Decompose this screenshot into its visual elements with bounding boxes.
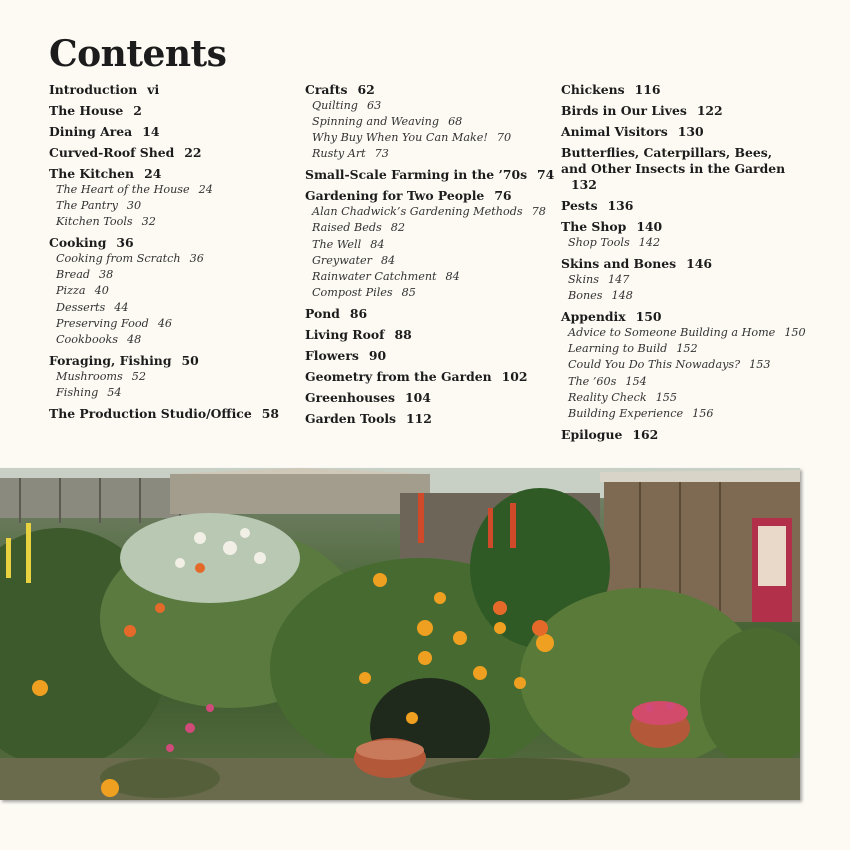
page-number: 22: [184, 145, 202, 160]
section-title: Desserts: [56, 300, 106, 314]
toc-section: [305, 146, 545, 162]
toc-section: [561, 341, 811, 357]
page-number: 73: [374, 147, 389, 161]
toc-section: [561, 374, 811, 390]
page-number: 38: [99, 268, 114, 282]
toc-chapter: [561, 124, 811, 140]
page-number: 104: [405, 389, 431, 405]
toc-section: [49, 214, 289, 230]
page-number: 140: [636, 219, 663, 234]
toc-section: [561, 235, 811, 251]
page-number: 84: [445, 269, 460, 283]
section-title: Alan Chadwick’s Gardening Methods: [312, 205, 523, 219]
page-number: 84: [380, 253, 396, 267]
toc-section: [305, 204, 545, 220]
chapter-title: Garden Tools: [305, 410, 397, 426]
section-title: Reality Check: [568, 390, 647, 404]
chapter-title: Living Roof: [305, 326, 385, 342]
toc-chapter: [49, 166, 289, 182]
toc-chapter: [561, 427, 811, 443]
section-title: Bones: [568, 289, 603, 303]
toc-chapter: [561, 145, 811, 193]
section-title: Building Experience: [568, 406, 684, 420]
page-number: 155: [655, 390, 678, 404]
section-title: Learning to Build: [568, 342, 668, 356]
chapter-title: Curved-Roof Shed: [49, 145, 175, 160]
toc-chapter: [561, 309, 811, 325]
toc-section: [49, 267, 289, 283]
page-number: 86: [349, 305, 368, 321]
page-number: 112: [406, 410, 432, 426]
section-title: The Pantry: [56, 199, 118, 213]
toc-chapter: [305, 327, 545, 343]
section-title: Cookbooks: [56, 332, 118, 346]
section-title: Cooking from Scratch: [56, 252, 181, 266]
page-number: 44: [114, 300, 129, 314]
toc-chapter: [561, 256, 811, 272]
page-number: 30: [126, 199, 142, 213]
page-title: Contents: [49, 33, 227, 75]
page-number: 14: [142, 124, 160, 139]
page-number: 154: [625, 374, 647, 388]
section-title: Greywater: [312, 253, 372, 267]
toc-section: [49, 369, 289, 385]
chapter-title: Flowers: [305, 347, 359, 363]
toc-chapter: [561, 103, 811, 119]
chapter-title: Epilogue: [561, 426, 623, 442]
page-number: 84: [370, 237, 385, 251]
page-number: 2: [133, 103, 142, 118]
toc-section: [305, 130, 545, 146]
chapter-title: Foraging, Fishing: [49, 352, 172, 368]
section-title: Raised Beds: [312, 221, 382, 235]
toc-section: [49, 316, 289, 332]
page-number: 153: [749, 358, 771, 372]
section-title: Bread: [56, 268, 91, 282]
section-title: Fishing: [56, 385, 99, 399]
chapter-title: Pond: [305, 305, 340, 321]
page-number: 24: [198, 183, 213, 196]
section-title: Spinning and Weaving: [312, 115, 440, 129]
page-number: 63: [366, 99, 382, 112]
section-title: The Heart of the House: [56, 183, 190, 196]
page-number: 88: [394, 326, 412, 342]
toc-chapter: [305, 167, 555, 183]
chapter-title: Birds in Our Lives: [561, 103, 687, 118]
toc-section: [305, 285, 545, 301]
section-title: Could You Do This Nowadays?: [568, 358, 741, 372]
toc-section: [49, 198, 289, 214]
toc-chapter: [305, 348, 545, 364]
toc-section: [305, 269, 545, 285]
section-title: Pizza: [56, 284, 86, 298]
chapter-title: Cooking: [49, 235, 107, 251]
toc-section: [49, 385, 289, 401]
toc-section: [49, 283, 289, 299]
toc-chapter: [561, 198, 811, 214]
page-number: 36: [116, 235, 134, 251]
page-number: 82: [390, 221, 406, 235]
section-title: Rainwater Catchment: [312, 269, 437, 283]
page-number: 146: [686, 256, 713, 272]
toc-chapter: [49, 124, 289, 140]
chapter-title: Crafts: [305, 82, 348, 97]
page-number: 152: [676, 342, 698, 356]
section-title: Advice to Someone Building a Home: [568, 326, 776, 340]
page-number: 74: [537, 167, 555, 183]
toc-section: [49, 182, 289, 198]
toc-chapter: [305, 411, 545, 427]
toc-section: [305, 237, 545, 253]
page-number: 48: [126, 332, 142, 346]
page-number: 136: [607, 198, 634, 213]
page-number: 162: [632, 426, 659, 442]
section-title: Quilting: [312, 99, 358, 112]
toc-column-1: [49, 82, 289, 422]
page-number: 52: [131, 369, 147, 383]
toc-chapter: [49, 145, 289, 161]
chapter-title: Chickens: [561, 82, 625, 97]
page-number: 62: [357, 82, 375, 97]
chapter-title: Skins and Bones: [561, 256, 677, 272]
garden-photo: [0, 468, 800, 800]
section-title: Mushrooms: [56, 369, 123, 383]
page-number: 46: [157, 316, 173, 330]
page-number: vi: [147, 82, 160, 97]
toc-section: [305, 114, 545, 130]
chapter-title: Greenhouses: [305, 389, 396, 405]
chapter-title: The Shop: [561, 219, 627, 234]
chapter-title: The House: [49, 103, 124, 118]
toc-chapter: [305, 82, 545, 98]
section-title: Kitchen Tools: [56, 215, 133, 229]
page-number: 150: [784, 326, 806, 340]
page-number: 50: [181, 352, 199, 368]
section-title: Shop Tools: [568, 236, 630, 249]
page-number: 58: [261, 406, 279, 422]
toc-section: [561, 325, 811, 341]
chapter-title: Geometry from the Garden: [305, 368, 492, 384]
toc-section: [305, 253, 545, 269]
page-number: 76: [494, 188, 512, 204]
page-number: 132: [571, 177, 597, 192]
section-title: The ’60s: [568, 374, 617, 388]
section-title: Why Buy When You Can Make!: [312, 131, 488, 145]
toc-section: [561, 357, 811, 373]
chapter-title: Introduction: [49, 82, 138, 97]
section-title: Preserving Food: [56, 316, 149, 330]
page-number: 36: [189, 252, 204, 266]
toc-chapter: [49, 82, 289, 98]
page-number: 78: [531, 205, 546, 219]
toc-section: [49, 300, 289, 316]
page-number: 24: [144, 166, 162, 181]
page-number: 90: [368, 347, 387, 363]
toc-section: [49, 332, 289, 348]
chapter-title: Dining Area: [49, 124, 133, 139]
toc-chapter: [561, 219, 811, 235]
page-number: 102: [501, 368, 528, 384]
chapter-title: Appendix: [561, 309, 626, 325]
toc-section: [49, 251, 289, 267]
chapter-title: Pests: [561, 198, 598, 213]
toc-section: [561, 406, 811, 422]
chapter-title: Gardening for Two People: [305, 188, 485, 204]
toc-chapter: [305, 306, 545, 322]
page-number: 32: [141, 215, 156, 229]
toc-chapter: [305, 390, 545, 406]
section-title: Compost Piles: [312, 285, 393, 299]
section-title: Skins: [568, 273, 599, 287]
page-number: 54: [107, 385, 122, 399]
toc-chapter: [49, 235, 289, 251]
section-title: The Well: [312, 237, 362, 251]
chapter-title: Small-Scale Farming in the ’70s: [305, 167, 528, 183]
toc-column-2: [305, 82, 555, 427]
page-number: 68: [448, 115, 463, 129]
page-number: 116: [634, 82, 661, 97]
page-number: 122: [696, 103, 723, 118]
toc-column-3: [561, 82, 811, 443]
chapter-title: Butterflies, Caterpillars, Bees,: [561, 145, 773, 160]
toc-chapter: [49, 353, 289, 369]
toc-section: [561, 288, 811, 304]
section-title: Rusty Art: [312, 147, 366, 161]
toc-section: [305, 220, 545, 236]
toc-chapter: [305, 188, 545, 204]
chapter-title: The Kitchen: [49, 166, 135, 181]
garden-illustration: [0, 468, 800, 800]
page-number: 130: [677, 124, 704, 139]
toc-chapter: [305, 369, 545, 385]
chapter-title: The Production Studio/Office: [49, 406, 252, 422]
toc-section: [305, 98, 545, 114]
toc-section: [561, 272, 811, 288]
page-number: 150: [635, 309, 662, 325]
page-number: 85: [401, 285, 416, 299]
toc-section: [561, 390, 811, 406]
page-number: 147: [607, 273, 630, 287]
chapter-title: Animal Visitors: [561, 124, 668, 139]
page-number: 156: [692, 406, 714, 420]
page-number: 142: [638, 236, 661, 249]
page-number: 148: [611, 289, 633, 303]
toc-chapter: [49, 103, 289, 119]
toc-chapter: [561, 82, 811, 98]
chapter-title-line-2: and Other Insects in the Garden: [561, 161, 786, 176]
page-number: 40: [94, 284, 109, 298]
toc-chapter: [49, 406, 289, 422]
page-number: 70: [496, 131, 512, 145]
